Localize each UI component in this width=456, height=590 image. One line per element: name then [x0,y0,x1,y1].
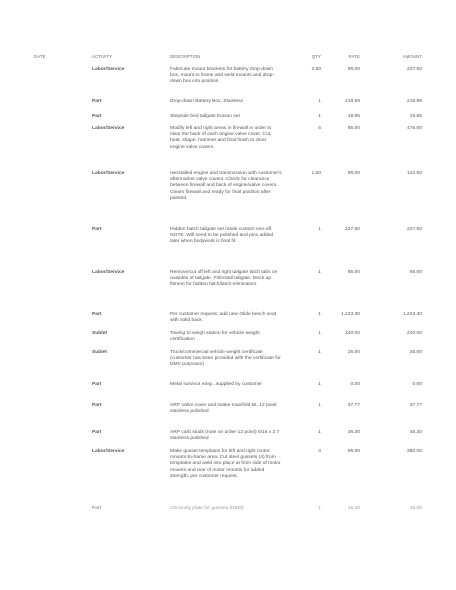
row-description: ARP Valve cover and intake manifold kit, 12 point stainless polished [170,403,277,415]
header-date: DATE [34,54,46,59]
row-qty: 1 [318,403,321,408]
row-rate: 37.77 [347,403,360,408]
row-amount: 0.00 [412,382,422,387]
row-amount: 227.50 [407,227,422,232]
row-rate: 15.00 [347,506,360,511]
row-description: Truck/commercial vehicle weight certificate (customer has been provided with the certificate for DMV purposes) [170,350,281,368]
row-qty: 1 [318,430,321,435]
row-rate: 36.30 [347,430,360,435]
row-qty: 5 [318,126,321,131]
row-description: Chromoly plate for gussets (REM) [170,506,244,511]
row-description: Make gusset templates for left and right motor mounts-to-frame area. Cut steel gussets (4) from templates and weld into place at from side of motor mounts and rear of motor mounts for added strength, per customer request. [170,449,281,479]
row-qty: 1 [318,382,321,387]
header-amount: AMOUNT [402,54,422,59]
row-description: Modify left and right areas in firewall in order to clear the back of each engine valve cover. Cut, heat, shape, hammer and final finish to clear engine valve covers. [170,126,272,150]
row-activity: Labor/Service [92,171,125,176]
row-qty: 4 [318,449,321,454]
row-amount: 240.00 [407,331,422,336]
row-description: ARP carb studs (note on order-12 point) 5/16 x 2.7 stainless polished [170,430,280,442]
row-amount: 15.00 [409,506,422,511]
row-qty: 1 [318,270,321,275]
row-activity: Part [92,382,102,387]
row-rate: 95.00 [347,171,360,176]
row-description: Stepside bed tailgate trunion set [170,114,240,119]
row-activity: Labor/Service [92,449,125,454]
row-activity: Labor/Service [92,126,125,131]
row-qty: 1 [318,331,321,336]
row-qty: 2.50 [311,67,321,72]
row-description: Fabricate mount brackets for battery drop-down box, mount to frame and weld mounts and drop-down box into position [170,67,275,85]
row-description: Hidden hatch tailgate set made custom one-off. NOTE: Will need to be polished and pins added later when bodywork is final fit. [170,227,274,245]
row-activity: Part [92,430,102,435]
row-amount: 218.99 [407,99,422,104]
row-amount: 142.50 [407,171,422,176]
row-activity: Sublet [92,331,107,336]
row-activity: Sublet [92,350,107,355]
header-qty: QTY [311,54,321,59]
row-rate: 0.00 [350,382,360,387]
row-activity: Part [92,403,102,408]
row-rate: 1,243.30 [340,312,360,317]
row-activity: Part [92,99,102,104]
row-description: Per customer request, add new Glide bench seat with solid back. [170,312,277,324]
row-activity: Part [92,114,102,119]
row-qty: 1 [318,227,321,232]
row-rate: 95.00 [347,270,360,275]
row-qty: 1 [318,350,321,355]
row-activity: Part [92,506,102,511]
row-rate: 240.00 [345,331,360,336]
row-description: Remove/cut off left and right tailgate latch tabs on outsides of tailgate. Fit/install tailgate. Mock up fitment for hidden hitch/latch-eliminators [170,270,278,288]
row-activity: Labor/Service [92,67,125,72]
row-description: Drop-down Battery Box, Stainless [170,99,244,104]
row-rate: 95.00 [347,67,360,72]
header-activity: ACTIVITY [92,54,113,59]
row-rate: 95.00 [347,126,360,131]
row-amount: 237.50 [407,67,422,72]
row-qty: 1 [318,114,321,119]
row-qty: 1 [318,312,321,317]
row-amount: 37.77 [409,403,422,408]
row-activity: Part [92,227,102,232]
row-qty: 1 [318,506,321,511]
row-rate: 227.50 [345,227,360,232]
row-qty: 1 [318,99,321,104]
row-activity: Labor/Service [92,270,125,275]
header-rate: RATE [348,54,360,59]
row-rate: 19.95 [347,114,360,119]
row-description: reinstalled engine and transmission with customer's aftermarket valve covers. Check for clearance between firewall and back of engine/valve covers. Clears firewall and ready for final position after painted. [170,171,282,201]
row-qty: 1.50 [311,171,321,176]
row-description: Metal survivor easy...supplied by customer [170,382,263,387]
row-amount: 475.00 [407,126,422,131]
header-description: DESCRIPTION [170,54,201,59]
row-rate: 218.99 [345,99,360,104]
row-rate: 95.00 [347,449,360,454]
row-description: Towing to weigh station for vehicle weight certification [170,331,260,343]
row-amount: 25.00 [409,350,422,355]
row-amount: 1,243.30 [402,312,422,317]
row-amount: 19.95 [409,114,422,119]
row-amount: 95.00 [409,270,422,275]
row-rate: 25.00 [347,350,360,355]
row-activity: Part [92,312,102,317]
row-amount: 36.30 [409,430,422,435]
row-amount: 380.00 [407,449,422,454]
